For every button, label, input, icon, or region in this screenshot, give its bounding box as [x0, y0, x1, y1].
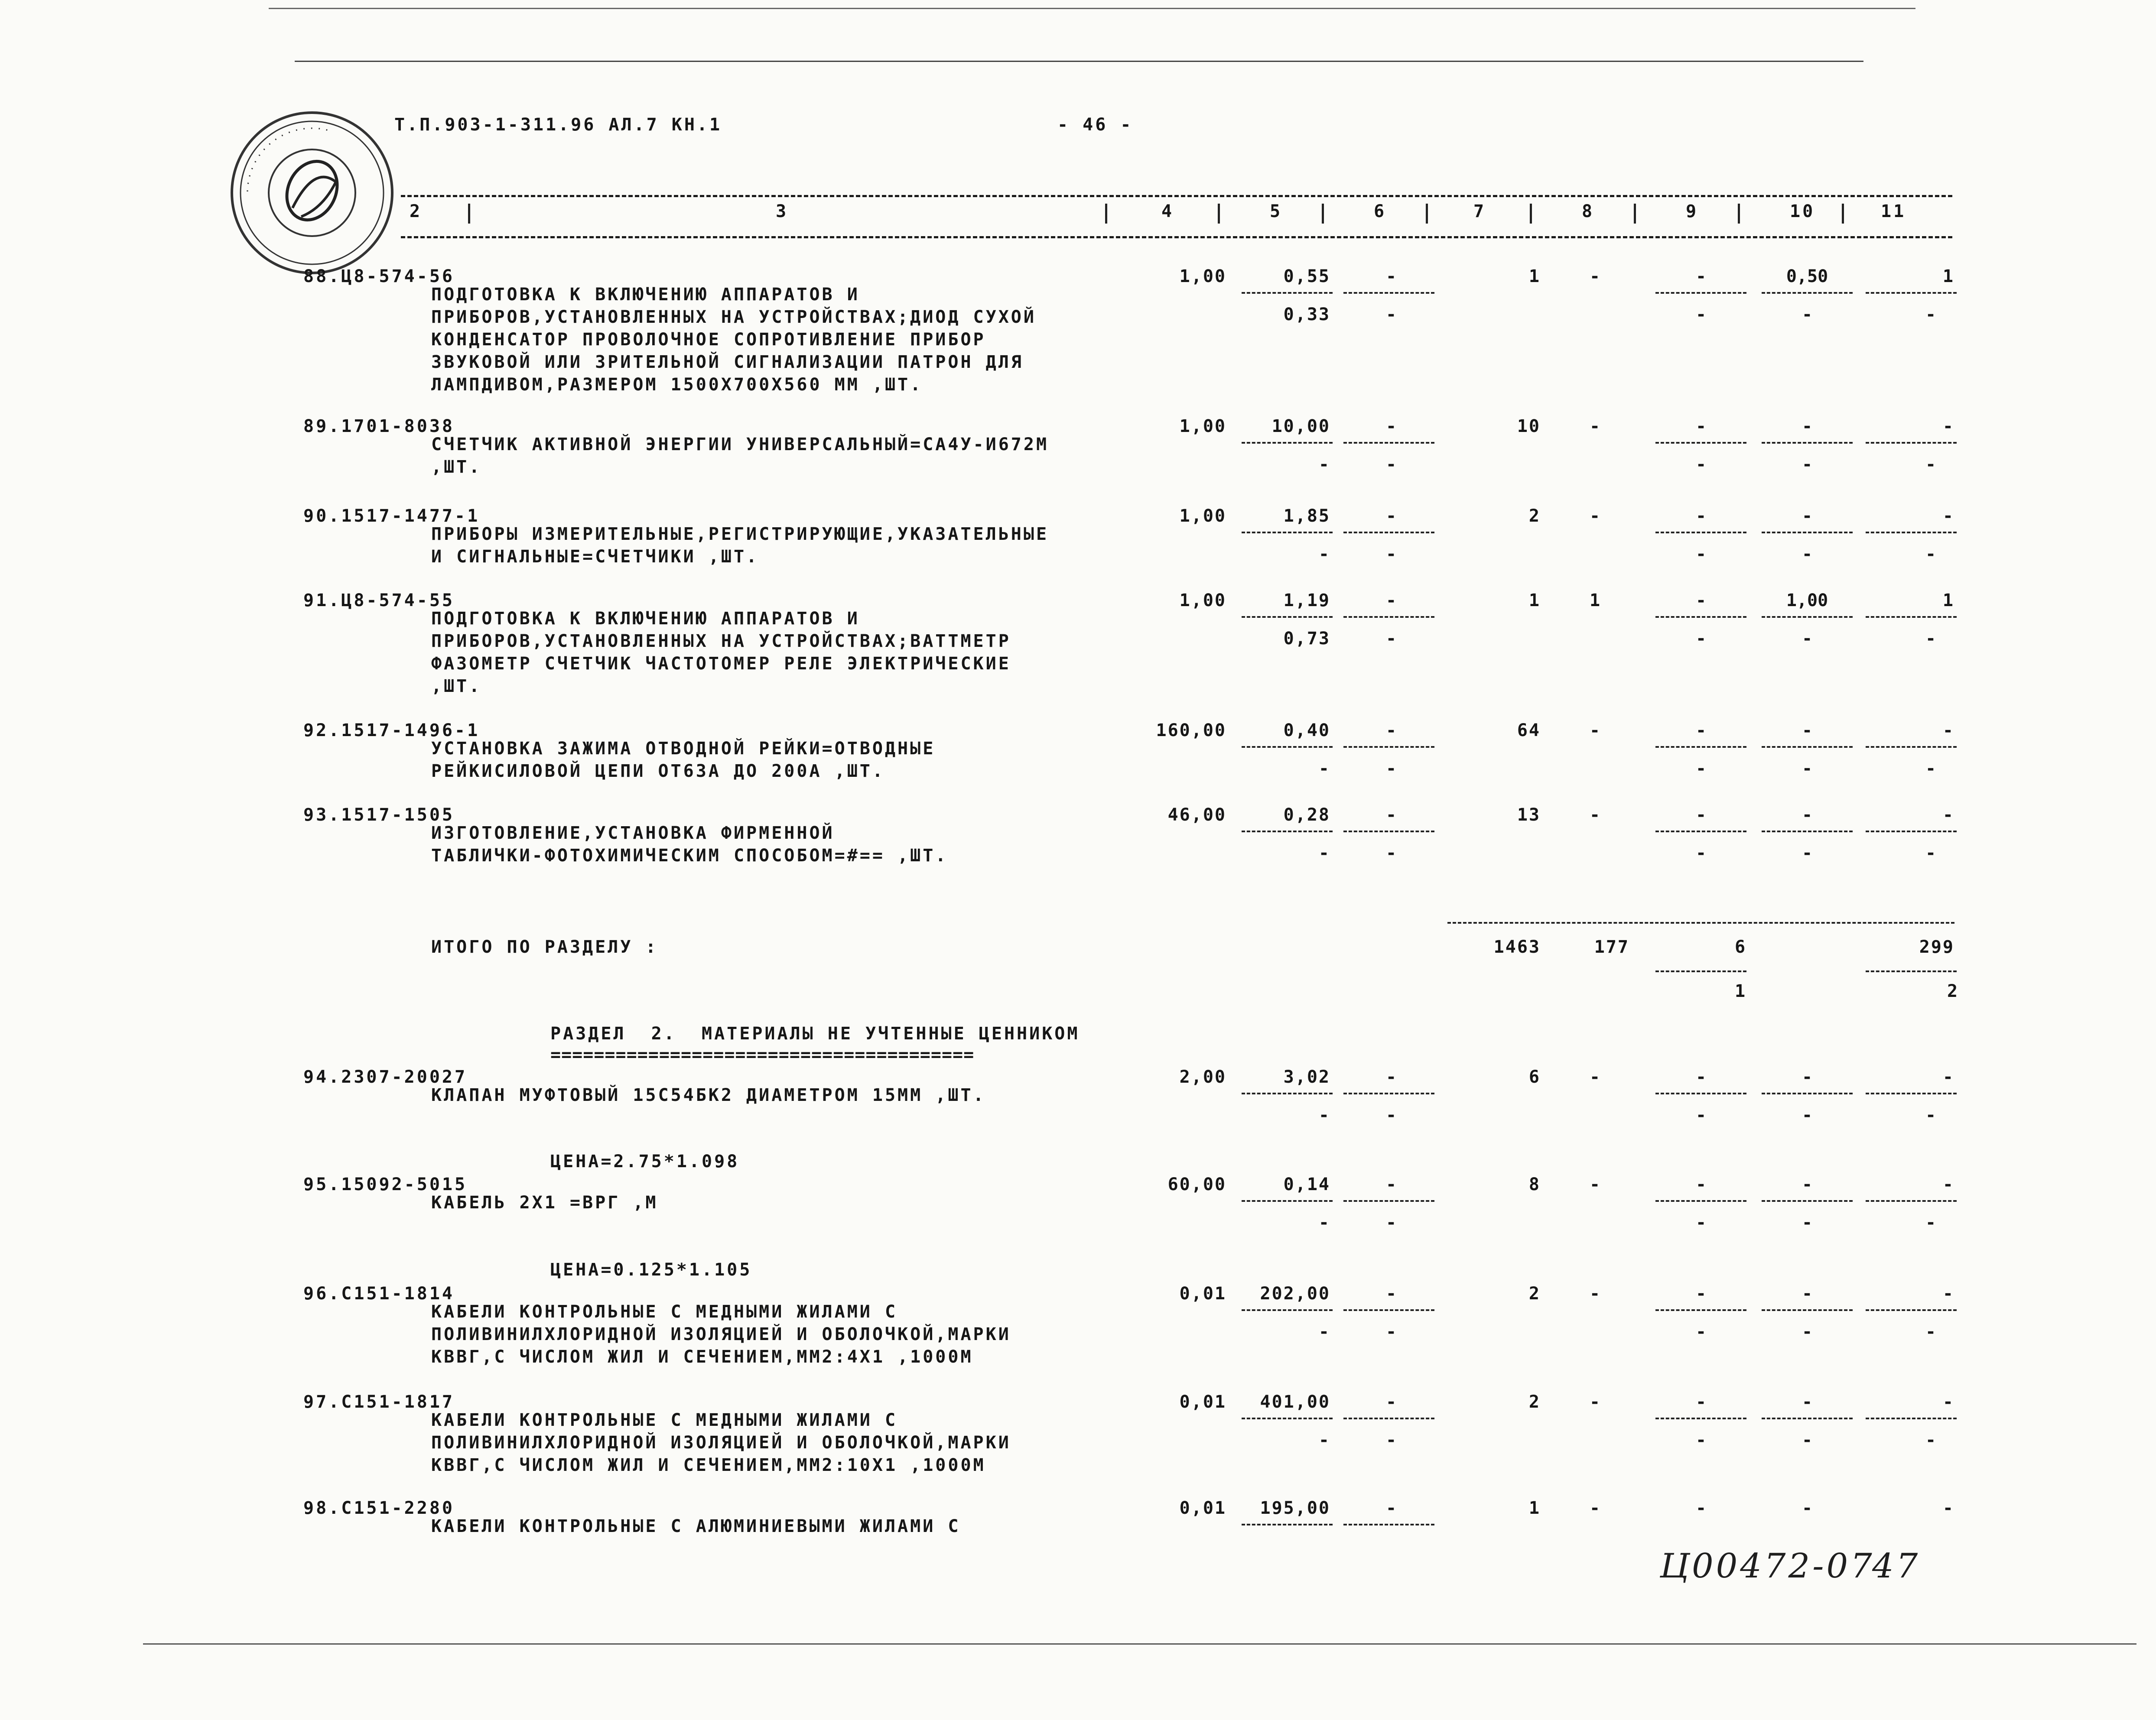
fraction-rule — [1343, 1200, 1434, 1202]
column-header-10: 10 — [1790, 201, 1815, 221]
col11-cell: - — [1942, 506, 1954, 526]
item-description-line: КАБЕЛИ КОНТРОЛЬНЫЕ С МЕДНЫМИ ЖИЛАМИ С — [431, 1302, 898, 1322]
col9-sub-cell: - — [1695, 1213, 1707, 1233]
fraction-rule — [1655, 831, 1746, 832]
total-col9: 6 — [1734, 937, 1746, 957]
quantity-cell: 60,00 — [1167, 1175, 1226, 1194]
col6-cell: - — [1385, 1284, 1397, 1304]
column-separator — [468, 204, 470, 224]
column-separator — [1738, 204, 1740, 224]
item-description-line: ФАЗОМЕТР СЧЕТЧИК ЧАСТОТОМЕР РЕЛЕ ЭЛЕКТРИЧЕСКИЕ — [431, 654, 1011, 674]
col11-sub-cell: - — [1925, 1430, 1936, 1450]
col8-cell: - — [1589, 720, 1600, 740]
total-col9-sub: 1 — [1734, 981, 1746, 1001]
col10-sub-cell: - — [1802, 544, 1813, 564]
price-cell: 401,00 — [1260, 1392, 1330, 1412]
fraction-rule — [1866, 616, 1957, 618]
col9-sub-cell: - — [1695, 454, 1707, 474]
col10-sub-cell: - — [1802, 1430, 1813, 1450]
item-code: 90.1517-1477-1 — [303, 506, 480, 526]
col9-sub-cell: - — [1695, 843, 1707, 863]
fraction-rule — [1242, 616, 1333, 618]
fraction-rule — [1866, 970, 1957, 972]
price-sub-cell: - — [1318, 1105, 1330, 1125]
item-description-line: ,ШТ. — [431, 457, 482, 477]
item-description-line: ПОЛИВИНИЛХЛОРИДНОЙ ИЗОЛЯЦИЕЙ И ОБОЛОЧКОЙ,МАРКИ — [431, 1324, 1011, 1344]
item-description-line: КАБЕЛИ КОНТРОЛЬНЫЕ С АЛЮМИНИЕВЫМИ ЖИЛАМИ С — [431, 1516, 961, 1536]
col6-cell: - — [1385, 1175, 1397, 1194]
fraction-rule — [1242, 831, 1333, 832]
item-code: 91.Ц8-574-55 — [303, 591, 455, 610]
fraction-rule — [1343, 292, 1434, 294]
price-cell: 0,14 — [1283, 1175, 1330, 1194]
item-description-line: СЧЕТЧИК АКТИВНОЙ ЭНЕРГИИ УНИВЕРСАЛЬНЫЙ=СА4У-И672М — [431, 435, 1049, 454]
col6-sub-cell: - — [1385, 454, 1397, 474]
fraction-rule — [1762, 1309, 1853, 1311]
col9-sub-cell: - — [1695, 629, 1707, 649]
fraction-rule — [1762, 831, 1853, 832]
fraction-rule — [1242, 1524, 1333, 1525]
col6-cell: - — [1385, 1067, 1397, 1087]
fraction-rule — [1242, 292, 1333, 294]
col7-cell: 2 — [1528, 1284, 1541, 1304]
col10-cell: 0,50 — [1786, 266, 1828, 286]
col11-sub-cell: - — [1925, 1105, 1936, 1125]
fraction-rule — [1655, 1418, 1746, 1419]
fraction-rule — [1762, 292, 1853, 294]
item-description-line: КВВГ,С ЧИСЛОМ ЖИЛ И СЕЧЕНИЕМ,ММ2:4Х1 ,1000М — [431, 1347, 973, 1367]
col6-sub-cell: - — [1385, 1322, 1397, 1342]
scan-edge-line — [269, 8, 1915, 9]
item-description-line: КВВГ,С ЧИСЛОМ ЖИЛ И СЕЧЕНИЕМ,ММ2:10Х1 ,1000М — [431, 1455, 986, 1475]
col11-sub-cell: - — [1925, 1213, 1936, 1233]
col9-sub-cell: - — [1695, 1105, 1707, 1125]
fraction-rule — [1866, 746, 1957, 748]
col6-cell: - — [1385, 1392, 1397, 1412]
item-description-line: ,ШТ. — [431, 676, 482, 696]
col10-sub-cell: - — [1802, 759, 1813, 779]
scan-edge-line — [143, 1643, 2136, 1645]
fraction-rule — [1655, 442, 1746, 444]
table-header-top-rule — [401, 195, 1952, 197]
total-col11: 299 — [1919, 937, 1954, 957]
col6-sub-cell: - — [1385, 544, 1397, 564]
col8-cell: - — [1589, 1498, 1600, 1518]
item-description-line: УСТАНОВКА ЗАЖИМА ОТВОДНОЙ РЕЙКИ=ОТВОДНЫЕ — [431, 739, 936, 759]
fraction-rule — [1866, 831, 1957, 832]
col7-cell: 6 — [1528, 1067, 1541, 1087]
column-separator — [1105, 204, 1107, 224]
column-header-5: 5 — [1270, 201, 1283, 221]
fraction-rule — [1762, 616, 1853, 618]
fraction-rule — [1242, 1200, 1333, 1202]
item-code: 92.1517-1496-1 — [303, 720, 480, 740]
fraction-rule — [1655, 616, 1746, 618]
col6-cell: - — [1385, 266, 1397, 286]
table-header-bottom-rule — [401, 236, 1952, 238]
col9-cell: - — [1695, 266, 1707, 286]
column-header-8: 8 — [1582, 201, 1595, 221]
fraction-rule — [1242, 442, 1333, 444]
col6-cell: - — [1385, 591, 1397, 610]
col11-cell: - — [1942, 1498, 1954, 1518]
col9-cell: - — [1695, 416, 1707, 436]
price-cell: 10,00 — [1271, 416, 1330, 436]
scan-edge-line — [295, 61, 1863, 62]
svg-text:· · · · · · · · · · · · · · ·: · · · · · · · · · · · · · · · · — [241, 122, 330, 193]
col7-cell: 2 — [1528, 1392, 1541, 1412]
col11-cell: - — [1942, 720, 1954, 740]
item-code: 93.1517-1505 — [303, 805, 455, 825]
quantity-cell: 0,01 — [1179, 1498, 1226, 1518]
doc-reference: Т.П.903-1-311.96 АЛ.7 КН.1 — [394, 115, 722, 135]
col11-cell: 1 — [1942, 266, 1954, 286]
fraction-rule — [1343, 746, 1434, 748]
col9-cell: - — [1695, 805, 1707, 825]
col11-sub-cell: - — [1925, 759, 1936, 779]
col7-cell: 10 — [1517, 416, 1541, 436]
fraction-rule — [1343, 1309, 1434, 1311]
total-label: ИТОГО ПО РАЗДЕЛУ : — [431, 937, 658, 957]
column-header-9: 9 — [1686, 201, 1699, 221]
quantity-cell: 1,00 — [1179, 266, 1226, 286]
col10-cell: - — [1802, 1392, 1813, 1412]
col8-cell: - — [1589, 266, 1600, 286]
col11-cell: - — [1942, 805, 1954, 825]
item-description-line: КАБЕЛИ КОНТРОЛЬНЫЕ С МЕДНЫМИ ЖИЛАМИ С — [431, 1410, 898, 1430]
handwritten-page-number: 47 — [1872, 1547, 1921, 1586]
column-header-6: 6 — [1374, 201, 1387, 221]
col9-cell: - — [1695, 1284, 1707, 1304]
price-cell: 1,19 — [1283, 591, 1330, 610]
col7-cell: 1 — [1528, 266, 1541, 286]
quantity-cell: 1,00 — [1179, 416, 1226, 436]
fraction-rule — [1655, 970, 1746, 972]
fraction-rule — [1242, 1418, 1333, 1419]
column-separator — [1322, 204, 1324, 224]
price-sub-cell: - — [1318, 843, 1330, 863]
item-code: 96.С151-1814 — [303, 1284, 455, 1304]
price-sub-cell: 0,73 — [1283, 629, 1330, 649]
price-cell: 0,28 — [1283, 805, 1330, 825]
column-separator — [1634, 204, 1636, 224]
column-header-7: 7 — [1473, 201, 1486, 221]
col9-cell: - — [1695, 506, 1707, 526]
fraction-rule — [1866, 292, 1957, 294]
col8-cell: 1 — [1589, 591, 1600, 610]
fraction-rule — [1762, 1200, 1853, 1202]
price-sub-cell: - — [1318, 544, 1330, 564]
page-number: - 46 - — [1057, 115, 1133, 135]
col8-cell: - — [1589, 805, 1600, 825]
fraction-rule — [1762, 442, 1853, 444]
fraction-rule — [1762, 532, 1853, 533]
col8-cell: - — [1589, 1175, 1600, 1194]
fraction-rule — [1242, 746, 1333, 748]
item-code: 94.2307-20027 — [303, 1067, 468, 1087]
fraction-rule — [1343, 616, 1434, 618]
price-cell: 195,00 — [1260, 1498, 1330, 1518]
quantity-cell: 46,00 — [1167, 805, 1226, 825]
col9-cell: - — [1695, 1067, 1707, 1087]
item-description-line: ПРИБОРОВ,УСТАНОВЛЕННЫХ НА УСТРОЙСТВАХ;ДИОД СУХОЙ — [431, 307, 1036, 327]
col6-sub-cell: - — [1385, 1105, 1397, 1125]
price-sub-cell: - — [1318, 1213, 1330, 1233]
col9-sub-cell: - — [1695, 305, 1707, 325]
col10-cell: - — [1802, 720, 1813, 740]
item-description-line: ПОДГОТОВКА К ВКЛЮЧЕНИЮ АППАРАТОВ И — [431, 609, 860, 629]
item-description-line: ТАБЛИЧКИ-ФОТОХИМИЧЕСКИМ СПОСОБОМ=#== ,ШТ. — [431, 846, 948, 866]
col10-sub-cell: - — [1802, 843, 1813, 863]
item-description-line: РЕЙКИСИЛОВОЙ ЦЕПИ ОТ63А ДО 200А ,ШТ. — [431, 761, 885, 781]
col6-sub-cell: - — [1385, 1213, 1397, 1233]
col11-cell: - — [1942, 1067, 1954, 1087]
col7-cell: 2 — [1528, 506, 1541, 526]
col6-cell: - — [1385, 720, 1397, 740]
col9-cell: - — [1695, 1392, 1707, 1412]
col10-sub-cell: - — [1802, 1213, 1813, 1233]
col6-cell: - — [1385, 506, 1397, 526]
col6-cell: - — [1385, 805, 1397, 825]
col11-cell: - — [1942, 1392, 1954, 1412]
col11-sub-cell: - — [1925, 843, 1936, 863]
col10-cell: - — [1802, 1498, 1813, 1518]
col10-sub-cell: - — [1802, 454, 1813, 474]
col6-sub-cell: - — [1385, 629, 1397, 649]
item-description-line: ЛАМПДИВОМ,РАЗМЕРОМ 1500Х700Х560 ММ ,ШТ. — [431, 375, 923, 395]
price-cell: 0,40 — [1283, 720, 1330, 740]
col10-cell: - — [1802, 1067, 1813, 1087]
col9-sub-cell: - — [1695, 759, 1707, 779]
fraction-rule — [1655, 746, 1746, 748]
col6-sub-cell: - — [1385, 759, 1397, 779]
item-description-line: И СИГНАЛЬНЫЕ=СЧЕТЧИКИ ,ШТ. — [431, 547, 759, 567]
fraction-rule — [1866, 1309, 1957, 1311]
col7-cell: 1 — [1528, 591, 1541, 610]
item-description-line: ИЗГОТОВЛЕНИЕ,УСТАНОВКА ФИРМЕННОЙ — [431, 823, 835, 843]
quantity-cell: 2,00 — [1179, 1067, 1226, 1087]
col9-cell: - — [1695, 1498, 1707, 1518]
fraction-rule — [1655, 532, 1746, 533]
fraction-rule — [1866, 442, 1957, 444]
item-description-line: ПОЛИВИНИЛХЛОРИДНОЙ ИЗОЛЯЦИЕЙ И ОБОЛОЧКОЙ,МАРКИ — [431, 1433, 1011, 1453]
col11-cell: - — [1942, 1175, 1954, 1194]
fraction-rule — [1343, 442, 1434, 444]
column-separator — [1842, 204, 1844, 224]
col10-sub-cell: - — [1802, 629, 1813, 649]
item-description-line: КЛАПАН МУФТОВЫЙ 15С54БК2 ДИАМЕТРОМ 15ММ ,ШТ. — [431, 1085, 986, 1105]
item-description-line: ПРИБОРОВ,УСТАНОВЛЕННЫХ НА УСТРОЙСТВАХ;ВАТТМЕТР — [431, 631, 1011, 651]
item-code: 98.С151-2280 — [303, 1498, 455, 1518]
col7-cell: 13 — [1517, 805, 1541, 825]
quantity-cell: 1,00 — [1179, 506, 1226, 526]
item-description-line: КОНДЕНСАТОР ПРОВОЛОЧНОЕ СОПРОТИВЛЕНИЕ ПРИБОР — [431, 330, 986, 350]
col11-sub-cell: - — [1925, 1322, 1936, 1342]
fraction-rule — [1655, 1200, 1746, 1202]
col9-cell: - — [1695, 720, 1707, 740]
quantity-cell: 160,00 — [1156, 720, 1226, 740]
col10-cell: - — [1802, 805, 1813, 825]
col10-sub-cell: - — [1802, 305, 1813, 325]
col9-sub-cell: - — [1695, 544, 1707, 564]
price-note: ЦЕНА=2.75*1.098 — [550, 1152, 740, 1172]
col8-cell: - — [1589, 1284, 1600, 1304]
item-description-line: КАБЕЛЬ 2Х1 =ВРГ ,М — [431, 1193, 658, 1213]
fraction-rule — [1866, 532, 1957, 533]
col11-sub-cell: - — [1925, 629, 1936, 649]
col9-cell: - — [1695, 591, 1707, 610]
col6-sub-cell: - — [1385, 843, 1397, 863]
col7-cell: 1 — [1528, 1498, 1541, 1518]
price-note: ЦЕНА=0.125*1.105 — [550, 1260, 752, 1280]
price-sub-cell: - — [1318, 1430, 1330, 1450]
price-cell: 1,85 — [1283, 506, 1330, 526]
total-col7: 1463 — [1493, 937, 1541, 957]
column-separator — [1530, 204, 1532, 224]
round-seal-stamp — [228, 108, 397, 277]
quantity-cell: 1,00 — [1179, 591, 1226, 610]
total-rule — [1447, 922, 1954, 924]
col10-cell: - — [1802, 416, 1813, 436]
item-code: 95.15092-5015 — [303, 1175, 468, 1194]
fraction-rule — [1655, 292, 1746, 294]
col8-cell: - — [1589, 416, 1600, 436]
item-description-line: ПРИБОРЫ ИЗМЕРИТЕЛЬНЫЕ,РЕГИСТРИРУЮЩИЕ,УКАЗАТЕЛЬНЫЕ — [431, 524, 1049, 544]
price-cell: 202,00 — [1260, 1284, 1330, 1304]
col8-cell: - — [1589, 1392, 1600, 1412]
col11-cell: 1 — [1942, 591, 1954, 610]
fraction-rule — [1242, 1309, 1333, 1311]
fraction-rule — [1762, 1093, 1853, 1094]
col6-cell: - — [1385, 416, 1397, 436]
item-code: 88.Ц8-574-56 — [303, 266, 455, 286]
fraction-rule — [1866, 1200, 1957, 1202]
fraction-rule — [1655, 1309, 1746, 1311]
col7-cell: 8 — [1528, 1175, 1541, 1194]
col8-cell: - — [1589, 506, 1600, 526]
price-sub-cell: - — [1318, 759, 1330, 779]
price-sub-cell: - — [1318, 454, 1330, 474]
column-header-2: 2 — [410, 201, 423, 221]
total-col11-sub: 2 — [1947, 981, 1958, 1001]
col10-cell: - — [1802, 1284, 1813, 1304]
col6-sub-cell: - — [1385, 1430, 1397, 1450]
handwritten-code: Ц00472-07 — [1660, 1547, 1875, 1586]
item-code: 89.1701-8038 — [303, 416, 455, 436]
col10-cell: 1,00 — [1786, 591, 1828, 610]
item-code: 97.С151-1817 — [303, 1392, 455, 1412]
col7-cell: 64 — [1517, 720, 1541, 740]
fraction-rule — [1343, 532, 1434, 533]
price-sub-cell: - — [1318, 1322, 1330, 1342]
item-description-line: ЗВУКОВОЙ ИЛИ ЗРИТЕЛЬНОЙ СИГНАЛИЗАЦИИ ПАТРОН ДЛЯ — [431, 352, 1024, 372]
fraction-rule — [1343, 1524, 1434, 1525]
price-cell: 3,02 — [1283, 1067, 1330, 1087]
col10-sub-cell: - — [1802, 1322, 1813, 1342]
fraction-rule — [1343, 1093, 1434, 1094]
fraction-rule — [1655, 1093, 1746, 1094]
col9-sub-cell: - — [1695, 1322, 1707, 1342]
column-separator — [1218, 204, 1220, 224]
fraction-rule — [1343, 1418, 1434, 1419]
column-separator — [1426, 204, 1428, 224]
col11-cell: - — [1942, 416, 1954, 436]
column-header-11: 11 — [1881, 201, 1906, 221]
col11-sub-cell: - — [1925, 305, 1936, 325]
item-description-line: ПОДГОТОВКА К ВКЛЮЧЕНИЮ АППАРАТОВ И — [431, 285, 860, 305]
fraction-rule — [1242, 1093, 1333, 1094]
quantity-cell: 0,01 — [1179, 1392, 1226, 1412]
col11-sub-cell: - — [1925, 544, 1936, 564]
column-header-3: 3 — [776, 201, 789, 221]
col6-cell: - — [1385, 1498, 1397, 1518]
fraction-rule — [1866, 1093, 1957, 1094]
col9-sub-cell: - — [1695, 1430, 1707, 1450]
fraction-rule — [1762, 746, 1853, 748]
price-cell: 0,55 — [1283, 266, 1330, 286]
section-title-underline: ======================================= — [550, 1045, 975, 1065]
total-col8: 177 — [1594, 937, 1629, 957]
col10-cell: - — [1802, 506, 1813, 526]
fraction-rule — [1242, 532, 1333, 533]
col11-cell: - — [1942, 1284, 1954, 1304]
col6-sub-cell: - — [1385, 305, 1397, 325]
fraction-rule — [1343, 831, 1434, 832]
col10-cell: - — [1802, 1175, 1813, 1194]
section-title: РАЗДЕЛ 2. МАТЕРИАЛЫ НЕ УЧТЕННЫЕ ЦЕННИКОМ — [550, 1024, 1080, 1044]
column-header-4: 4 — [1161, 201, 1174, 221]
fraction-rule — [1866, 1418, 1957, 1419]
fraction-rule — [1762, 1418, 1853, 1419]
col9-cell: - — [1695, 1175, 1707, 1194]
col10-sub-cell: - — [1802, 1105, 1813, 1125]
col8-cell: - — [1589, 1067, 1600, 1087]
col11-sub-cell: - — [1925, 454, 1936, 474]
price-sub-cell: 0,33 — [1283, 305, 1330, 325]
quantity-cell: 0,01 — [1179, 1284, 1226, 1304]
